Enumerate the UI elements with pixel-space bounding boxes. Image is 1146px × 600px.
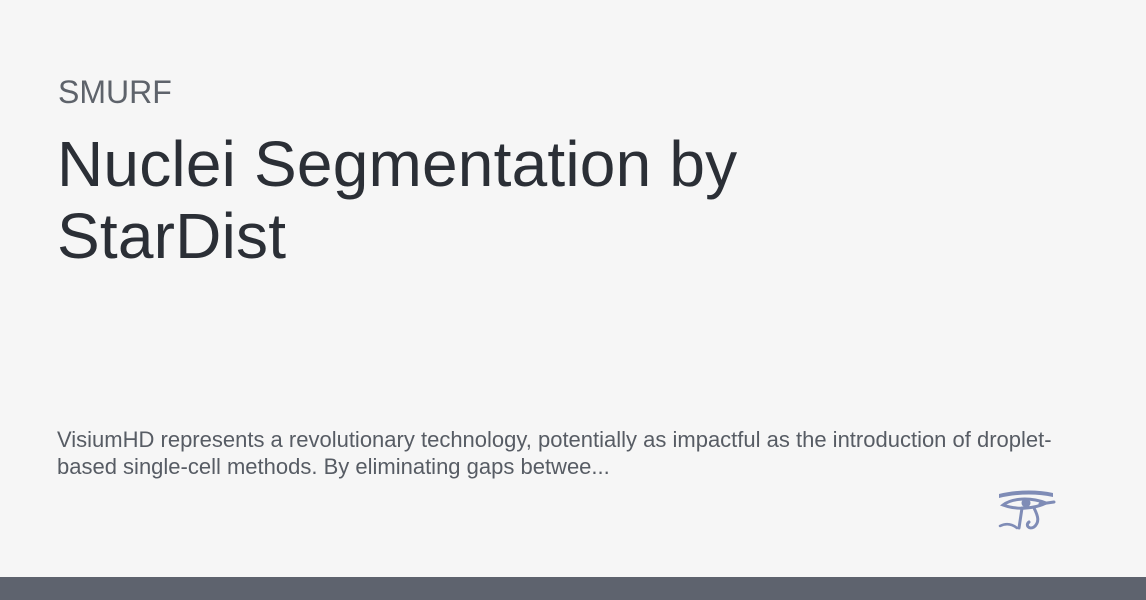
page-title: Nuclei Segmentation by StarDist bbox=[57, 128, 738, 272]
eye-of-horus-icon bbox=[996, 488, 1056, 534]
bottom-bar bbox=[0, 577, 1146, 600]
page-description: VisiumHD represents a revolutionary technology, potentially as impactful as the introduction of droplet-based single-cell methods. By eliminating gaps betwee... bbox=[57, 427, 1052, 479]
site-name: SMURF bbox=[58, 74, 172, 110]
